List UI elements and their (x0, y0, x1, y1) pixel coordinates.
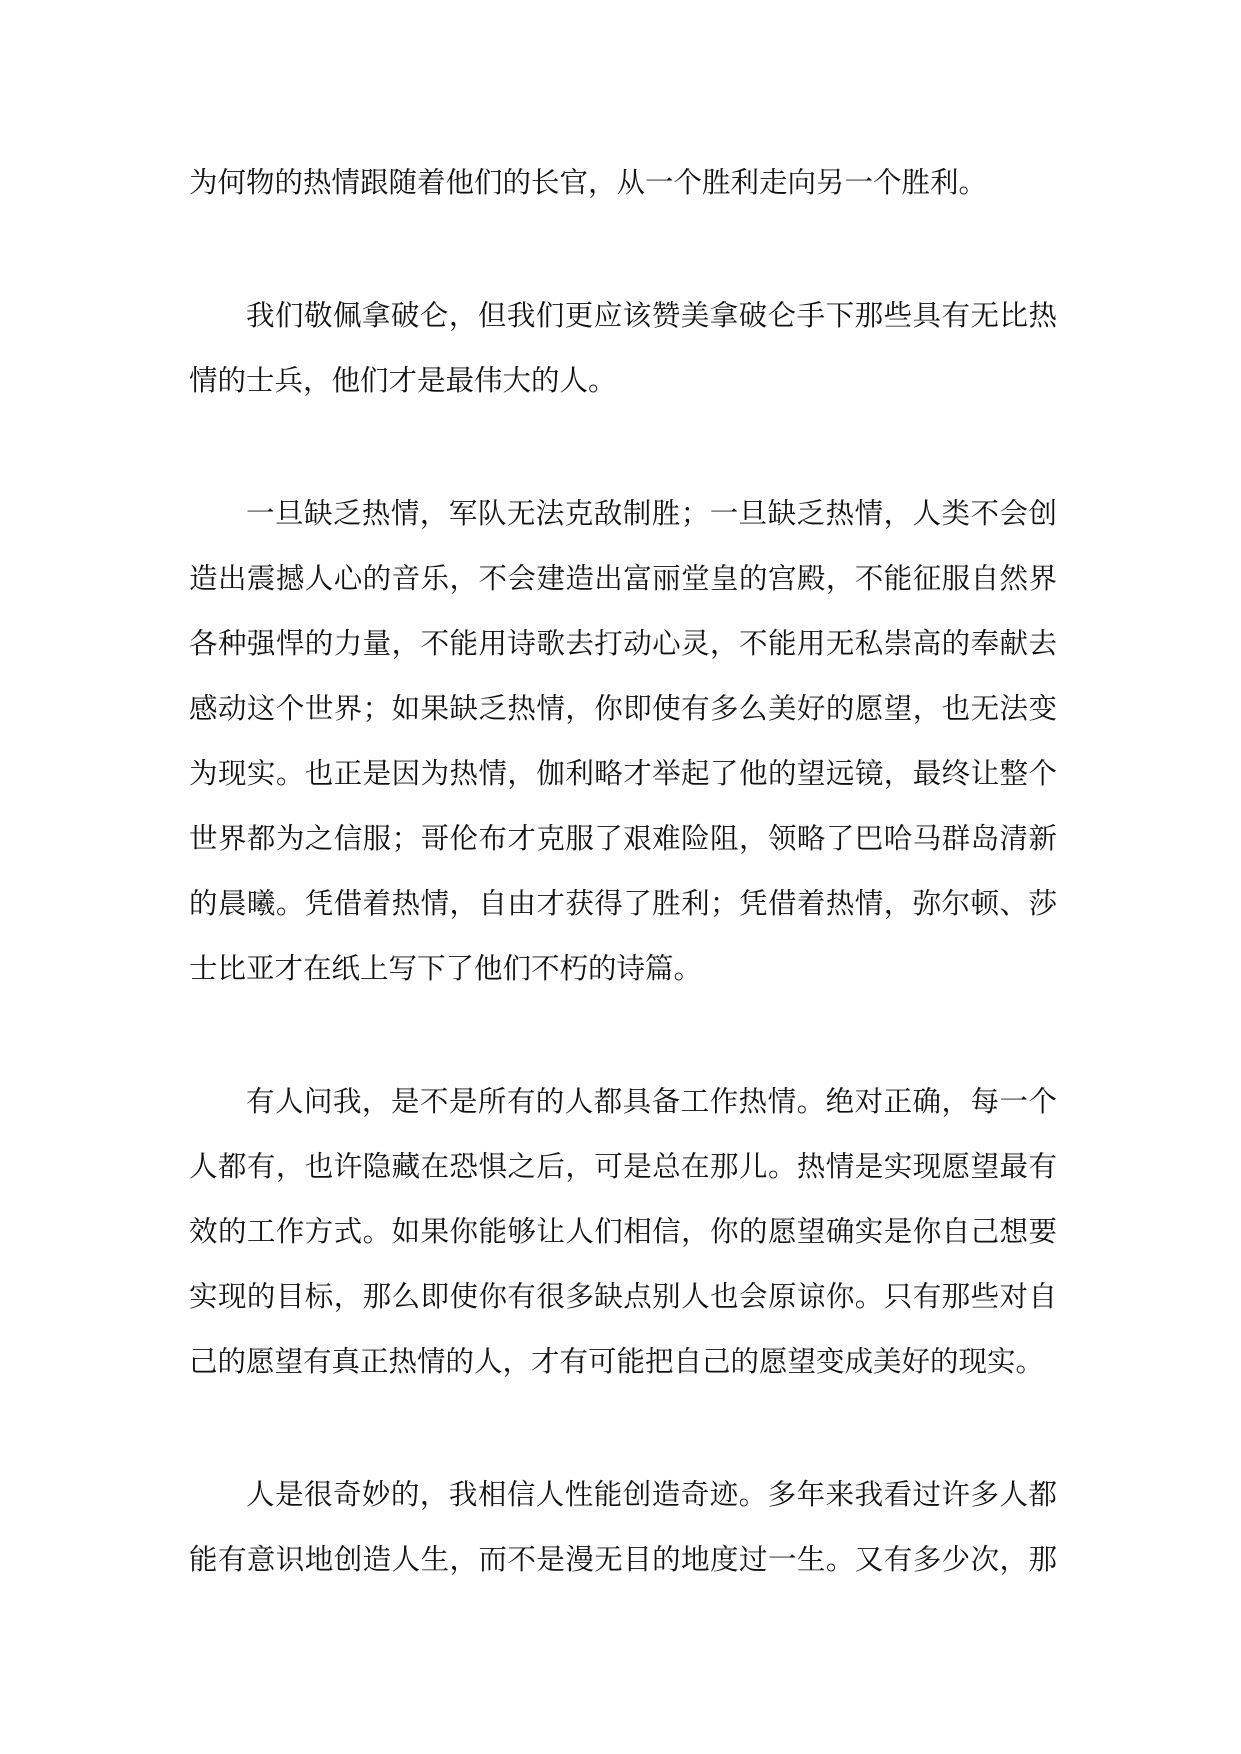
text-line: 效的工作方式。如果你能够让人们相信，你的愿望确实是你自己想要 (189, 1215, 1057, 1248)
text-line: 的晨曦。凭借着热情，自由才获得了胜利；凭借着热情，弥尔顿、莎 (189, 887, 1057, 920)
text-line: 各种强悍的力量，不能用诗歌去打动心灵，不能用无私崇高的奉献去 (189, 627, 1057, 660)
text-line: 士比亚才在纸上写下了他们不朽的诗篇。 (189, 952, 703, 985)
text-line: 人是很奇妙的，我相信人性能创造奇迹。多年来我看过许多人都 (246, 1478, 1057, 1511)
text-line: 一旦缺乏热情，军队无法克敌制胜；一旦缺乏热情，人类不会创 (246, 497, 1057, 530)
text-line: 能有意识地创造人生，而不是漫无目的地度过一生。又有多少次，那 (189, 1543, 1057, 1576)
text-line: 我们敬佩拿破仑，但我们更应该赞美拿破仑手下那些具有无比热 (246, 299, 1057, 332)
paragraph-4 (189, 1069, 1057, 1394)
paragraph-3 (189, 481, 1057, 1001)
text-line: 人都有，也许隐藏在恐惧之后，可是总在那儿。热情是实现愿望最有 (189, 1150, 1057, 1183)
text-line: 己的愿望有真正热情的人，才有可能把自己的愿望变成美好的现实。 (189, 1345, 1045, 1378)
text-line: 造出震撼人心的音乐，不会建造出富丽堂皇的宫殿，不能征服自然界 (189, 562, 1057, 595)
text-line: 情的士兵，他们才是最伟大的人。 (189, 364, 617, 397)
text-line: 有人问我，是不是所有的人都具备工作热情。绝对正确，每一个 (246, 1085, 1057, 1118)
text-body (189, 150, 1057, 1592)
text-line: 感动这个世界；如果缺乏热情，你即使有多么美好的愿望，也无法变 (189, 692, 1057, 725)
text-line: 实现的目标，那么即使你有很多缺点别人也会原谅你。只有那些对自 (189, 1280, 1057, 1313)
text-line: 为何物的热情跟随着他们的长官，从一个胜利走向另一个胜利。 (189, 166, 988, 199)
paragraph-1 (189, 150, 1057, 215)
paragraph-5 (189, 1462, 1057, 1592)
text-line: 为现实。也正是因为热情，伽利略才举起了他的望远镜，最终让整个 (189, 757, 1057, 790)
text-line: 世界都为之信服；哥伦布才克服了艰难险阻，领略了巴哈马群岛清新 (189, 822, 1057, 855)
paragraph-2 (189, 283, 1057, 413)
